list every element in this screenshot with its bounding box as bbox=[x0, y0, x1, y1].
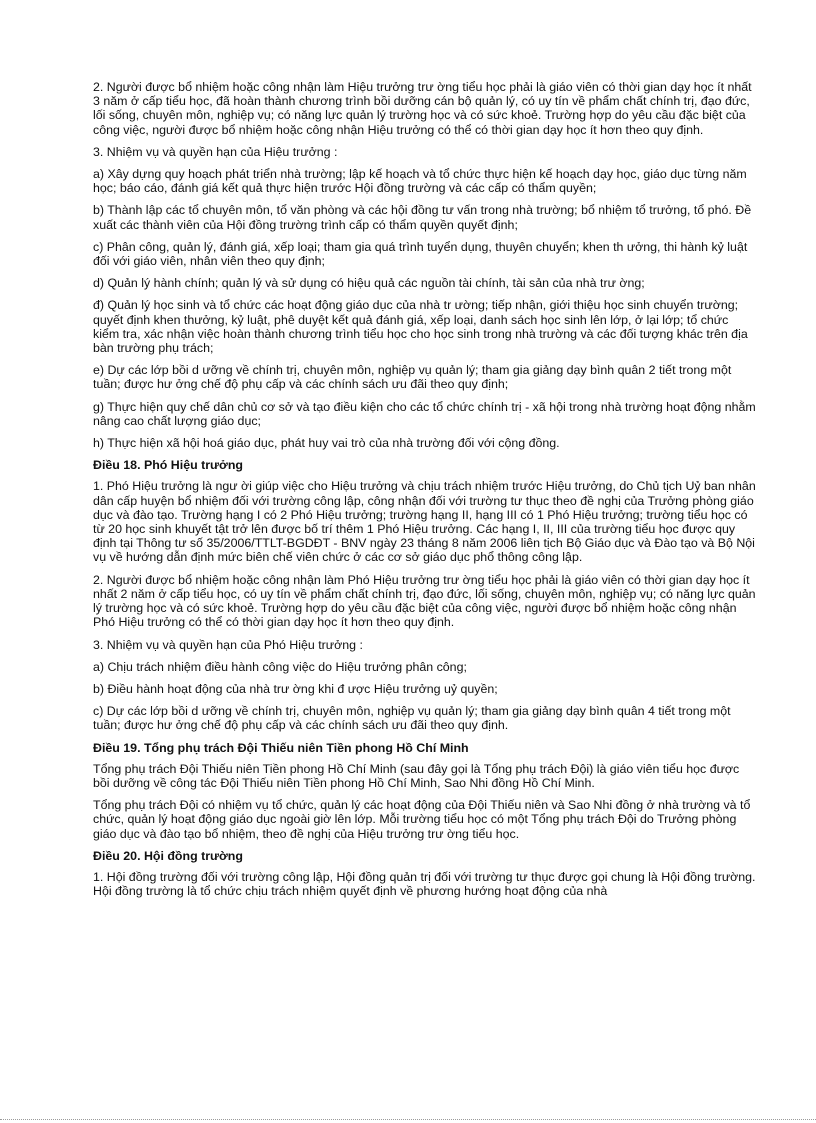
document-page bbox=[93, 80, 757, 906]
paragraph: 3. Nhiệm vụ và quyền hạn của Phó Hiệu trưởng : bbox=[93, 637, 363, 652]
paragraph: 3. Nhiệm vụ và quyền hạn của Hiệu trưởng : bbox=[93, 144, 338, 159]
page-bottom-divider bbox=[0, 1119, 816, 1120]
paragraph: 1. Phó Hiệu trưởng là ngư ời giúp việc cho Hiệu trưởng và chịu trách nhiệm trước Hiệu trưởng, do Chủ tịch Uỷ ban nhân dân cấp huyện bổ nhiệm đối với trường công lập, công nhận đối với trường tư thục theo đề nghị của Trưởng phòng giáo dục và đào tạo. Trường hạng I có 2 Phó Hiệu trưởng; trường hạng II, hạng III có 1 Phó Hiệu trưởng; trường tiểu học có từ 20 học sinh khuyết tật trở lên được bố trí thêm 1 Phó Hiệu trưởng. Các hạng I, II, III của trường tiểu học được quy định tại Thông tư số 35/2006/TTLT-BGDĐT - BNV ngày 23 tháng 8 năm 2006 liên tịch Bộ Giáo dục và Đào tạo và Bộ Nội vụ về hướng dẫn định mức biên chế viên chức ở các cơ sở giáo dục phổ thông công lập. bbox=[93, 479, 756, 565]
paragraph: 2. Người được bổ nhiệm hoặc công nhận làm Phó Hiệu trưởng trư ờng tiểu học phải là giáo viên có thời gian dạy học ít nhất 2 năm ở cấp tiểu học, có uy tín về phẩm chất chính trị, đạo đức, lối sống, chuyên môn, nghiệp vụ; có năng lực quản lý trường học và có sức khoẻ. Trường hợp do yêu cầu đặc biệt của công việc, người được bổ nhiệm hoặc công nhận Phó Hiệu trưởng có thể có thời gian dạy học ít hơn theo quy định. bbox=[93, 572, 756, 630]
paragraph: e) Dự các lớp bồi d ưỡng về chính trị, chuyên môn, nghiệp vụ quản lý; tham gia giảng dạy bình quân 2 tiết trong một tuần; được hư ởng chế độ phụ cấp và các chính sách ưu đãi theo quy định; bbox=[93, 363, 732, 392]
paragraph: a) Xây dựng quy hoạch phát triển nhà trường; lập kế hoạch và tổ chức thực hiện kế hoạch dạy học, giáo dục từng năm học; báo cáo, đánh giá kết quả thực hiện trước Hội đồng trường và các cấp có thẩm quyền; bbox=[93, 167, 747, 196]
paragraph: h) Thực hiện xã hội hoá giáo dục, phát huy vai trò của nhà trường đối với cộng đồng. bbox=[93, 436, 560, 451]
paragraph: Tổng phụ trách Đội Thiếu niên Tiền phong Hồ Chí Minh (sau đây gọi là Tổng phụ trách Đội) là giáo viên tiểu học được bồi dưỡng về công tác Đội Thiếu niên Tiền phong Hồ Chí Minh, Sao Nhi đồng Hồ Chí Minh. bbox=[93, 761, 740, 790]
article-19-heading: Điều 19. Tổng phụ trách Đội Thiếu niên Tiền phong Hồ Chí Minh bbox=[93, 740, 469, 755]
paragraph: b) Thành lập các tổ chuyên môn, tổ văn phòng và các hội đồng tư vấn trong nhà trường; bổ nhiệm tổ trưởng, tổ phó. Đề xuất các thành viên của Hội đồng trường trình cấp có thẩm quyền quyết định; bbox=[93, 203, 752, 232]
paragraph: c) Dự các lớp bồi d ưỡng về chính trị, chuyên môn, nghiệp vụ quản lý; tham gia giảng dạy bình quân 4 tiết trong một tuần; được hư ởng chế độ phụ cấp và các chính sách ưu đãi theo quy định. bbox=[93, 704, 731, 733]
article-18-heading: Điều 18. Phó Hiệu trưởng bbox=[93, 458, 243, 473]
paragraph: g) Thực hiện quy chế dân chủ cơ sở và tạo điều kiện cho các tổ chức chính trị - xã hội trong nhà trường hoạt động nhằm nâng cao chất lượng giáo dục; bbox=[93, 399, 756, 428]
article-20-heading: Điều 20. Hội đồng trường bbox=[93, 848, 243, 863]
paragraph: a) Chịu trách nhiệm điều hành công việc do Hiệu trưởng phân công; bbox=[93, 659, 467, 674]
paragraph: Tổng phụ trách Đội có nhiệm vụ tổ chức, quản lý các hoạt động của Đội Thiếu niên và Sao Nhi đồng ở nhà trường và tổ chức, quản lý hoạt động giáo dục ngoài giờ lên lớp. Mỗi trường tiểu học có một Tổng phụ trách Đội do Trưởng phòng giáo dục và đào tạo bổ nhiệm, theo đề nghị của Hiệu trưởng trư ờng tiểu học. bbox=[93, 798, 751, 841]
paragraph: d) Quản lý hành chính; quản lý và sử dụng có hiệu quả các nguồn tài chính, tài sản của nhà trư ờng; bbox=[93, 276, 645, 291]
paragraph: đ) Quản lý học sinh và tổ chức các hoạt động giáo dục của nhà tr ường; tiếp nhận, giới thiệu học sinh chuyển trường; quyết định khen thưởng, kỷ luật, phê duyệt kết quả đánh giá, xếp loại, danh sách học sinh lên lớp, ở lại lớp; tổ chức kiểm tra, xác nhận việc hoàn thành chương trình tiểu học cho học sinh trong nhà trường và các đối tượng khác trên địa bàn trường phụ trách; bbox=[93, 298, 748, 356]
paragraph: 2. Người được bổ nhiệm hoặc công nhận làm Hiệu trưởng trư ờng tiểu học phải là giáo viên có thời gian dạy học ít nhất 3 năm ở cấp tiểu học, đã hoàn thành chương trình bồi dưỡng cán bộ quản lý, có uy tín về phẩm chất chính trị, đạo đức, lối sống, chuyên môn, nghiệp vụ; có năng lực quản lý trường học và có sức khoẻ. Trường hợp do yêu cầu đặc biệt của công việc, người được bổ nhiệm hoặc công nhận Hiệu trưởng có thể có thời gian dạy học ít hơn theo quy định. bbox=[93, 80, 752, 137]
paragraph: b) Điều hành hoạt động của nhà trư ờng khi đ ược Hiệu trưởng uỷ quyền; bbox=[93, 681, 498, 696]
paragraph: c) Phân công, quản lý, đánh giá, xếp loại; tham gia quá trình tuyển dụng, thuyên chuyển; khen th ưởng, thi hành kỷ luật đối với giáo viên, nhân viên theo quy định; bbox=[93, 239, 748, 269]
paragraph: 1. Hội đồng trường đối với trường công lập, Hội đồng quản trị đối với trường tư thục được gọi chung là Hội đồng trường. Hội đồng trường là tổ chức chịu trách nhiệm quyết định về phương hướng hoạt động của nhà bbox=[93, 869, 756, 899]
